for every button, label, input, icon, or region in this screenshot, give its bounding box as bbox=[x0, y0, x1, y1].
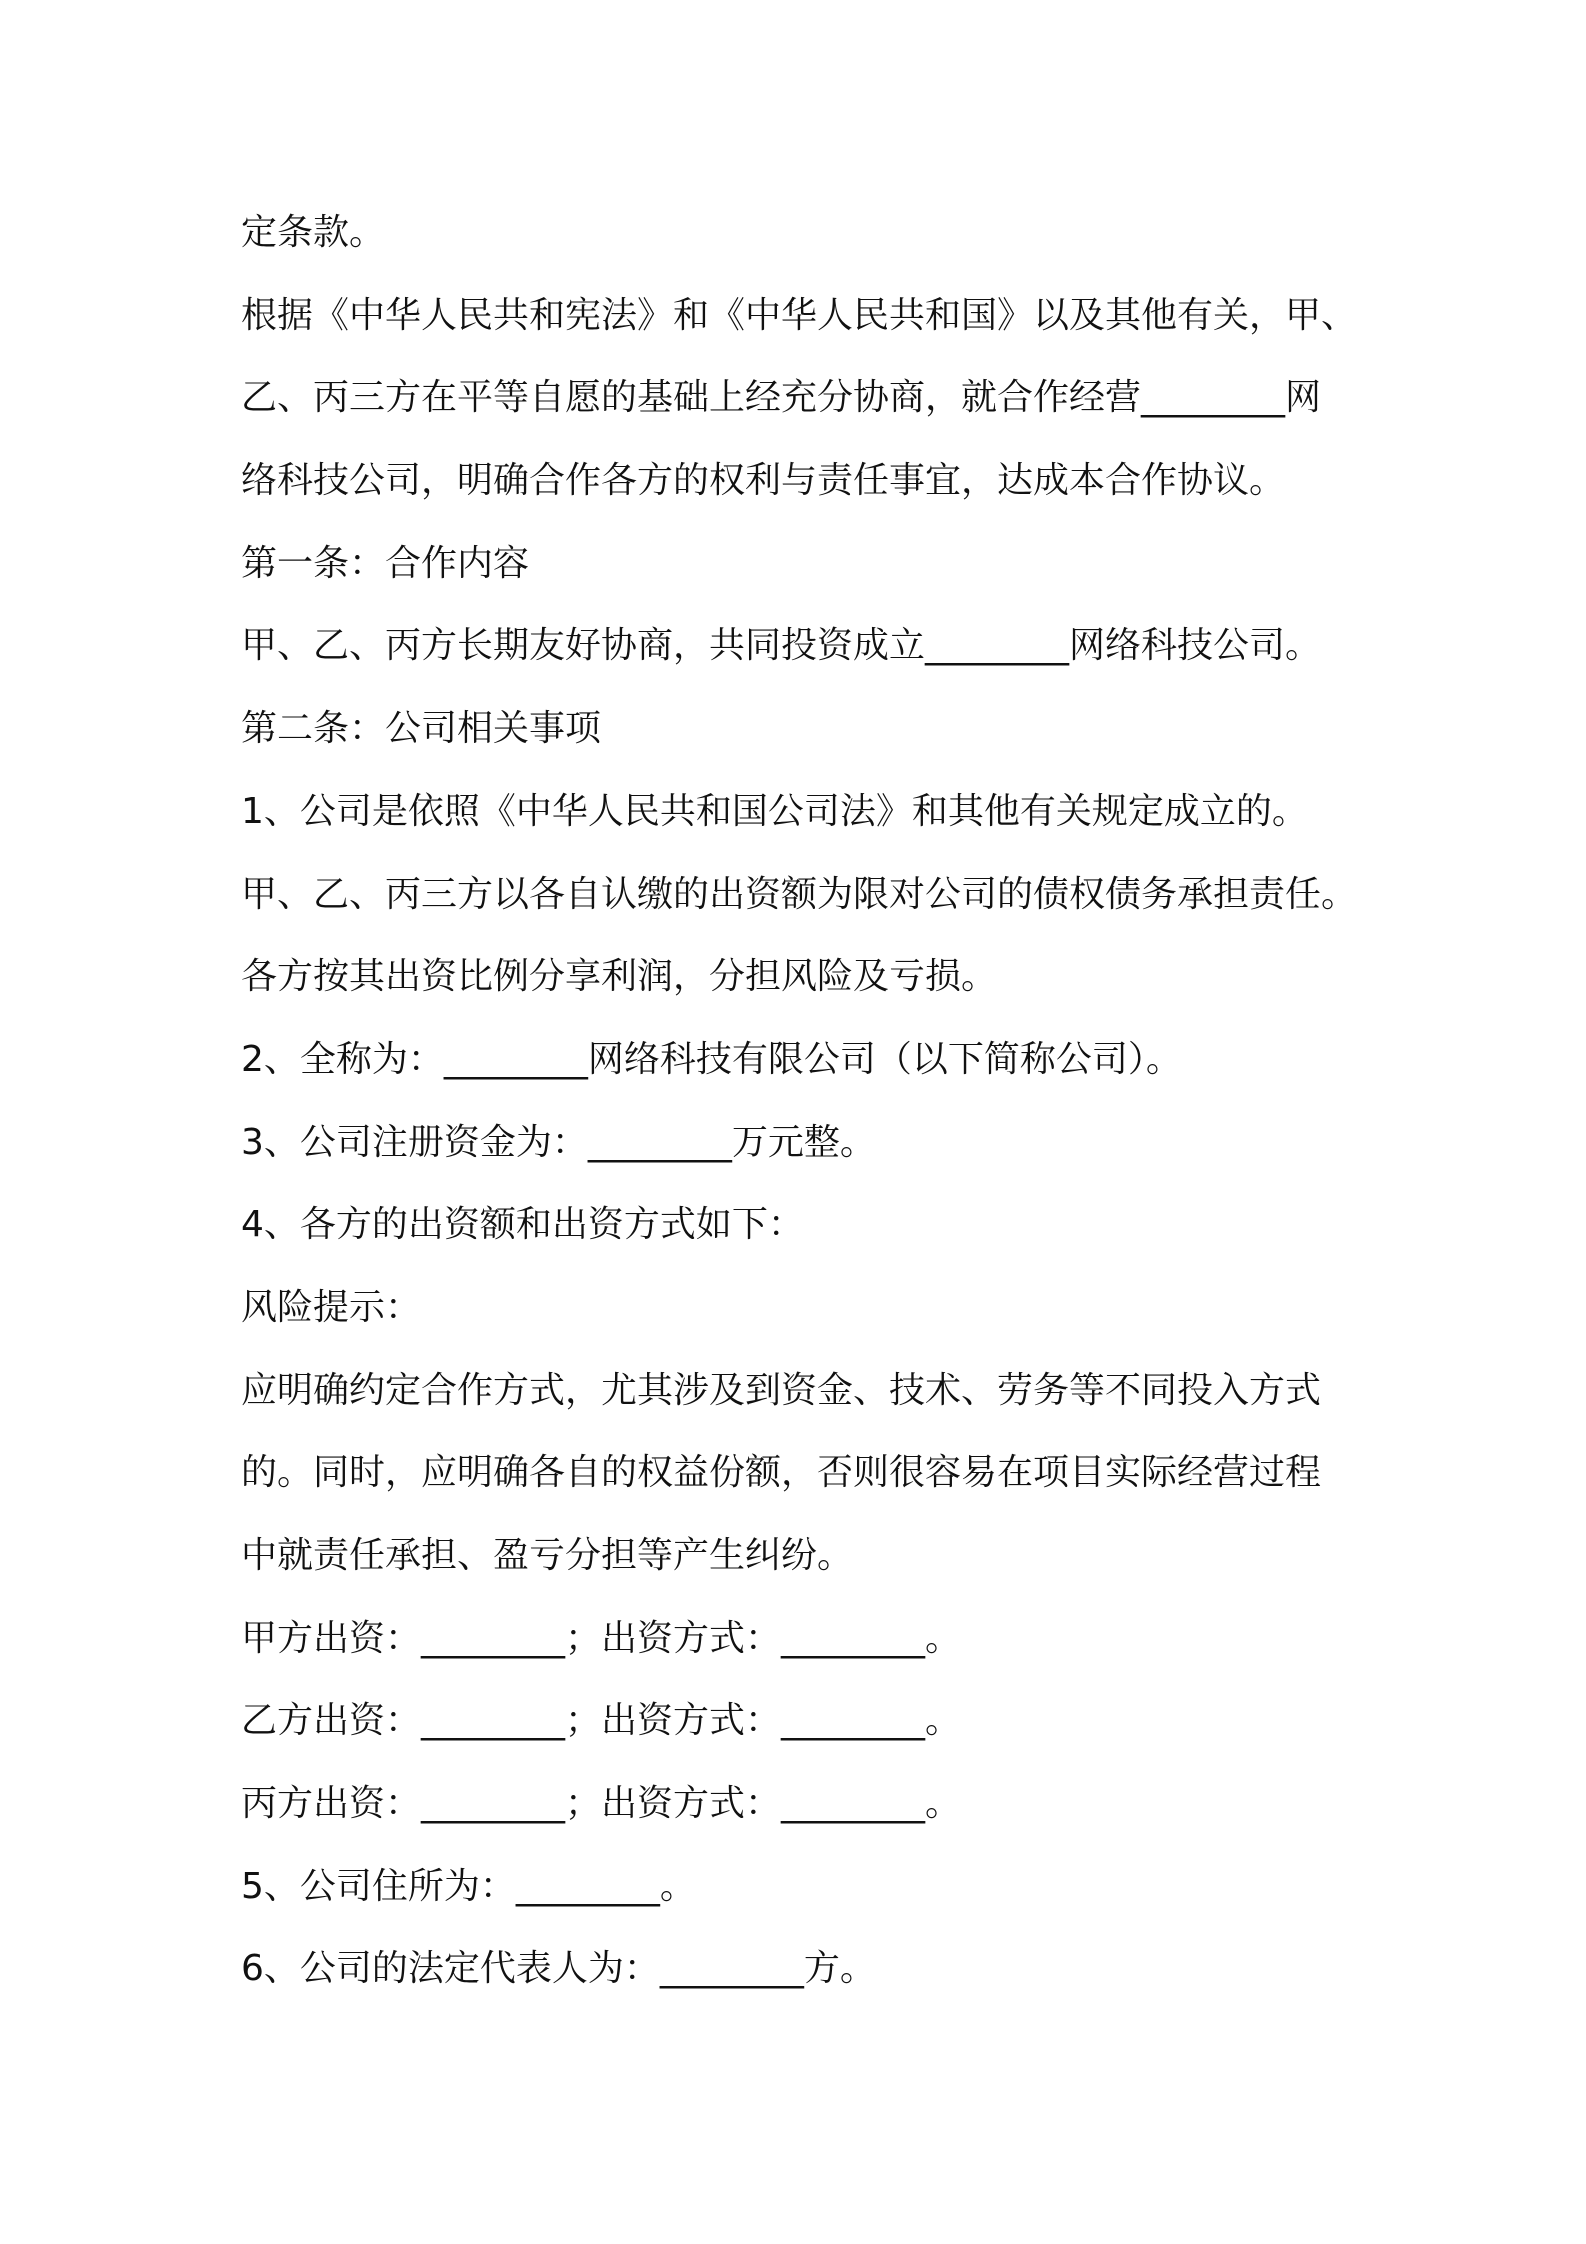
party-b-contribution: 乙方出资：________；出资方式：________。 bbox=[241, 1700, 962, 1742]
article-1-body: 甲、乙、丙方长期友好协商，共同投资成立________网络科技公司。 bbox=[241, 625, 1322, 667]
article-1-heading: 第一条：合作内容 bbox=[241, 542, 530, 584]
preamble-line-2: 乙、丙三方在平等自愿的基础上经充分协商，就合作经营________网 bbox=[241, 377, 1322, 419]
item-4-contributions-heading: 4、各方的出资额和出资方式如下： bbox=[241, 1204, 804, 1246]
item-6-legal-representative: 6、公司的法定代表人为：________方。 bbox=[241, 1948, 876, 1990]
risk-notice-line-2: 的。同时，应明确各自的权益份额，否则很容易在项目实际经营过程 bbox=[241, 1452, 1322, 1494]
party-a-contribution: 甲方出资：________；出资方式：________。 bbox=[241, 1617, 962, 1659]
article-2-heading: 第二条：公司相关事项 bbox=[241, 708, 602, 750]
preamble-line-1: 根据《中华人民共和宪法》和《中华人民共和国》以及其他有关，甲、 bbox=[241, 294, 1358, 336]
item-1-line-2: 甲、乙、丙三方以各自认缴的出资额为限对公司的债权债务承担责任。 bbox=[241, 873, 1358, 915]
risk-notice-line-3: 中就责任承担、盈亏分担等产生纠纷。 bbox=[241, 1535, 854, 1576]
item-3-registered-capital: 3、公司注册资金为：________万元整。 bbox=[241, 1121, 876, 1163]
risk-notice-line-1: 应明确约定合作方式，尤其涉及到资金、技术、劳务等不同投入方式 bbox=[241, 1369, 1322, 1411]
item-1-line-1: 1、公司是依照《中华人民共和国公司法》和其他有关规定成立的。 bbox=[241, 790, 1308, 832]
clause-ending-line: 定条款。 bbox=[241, 212, 386, 253]
preamble-line-3: 络科技公司，明确合作各方的权利与责任事宜，达成本合作协议。 bbox=[241, 460, 1286, 502]
item-5-address: 5、公司住所为：________。 bbox=[241, 1865, 696, 1907]
document-body bbox=[241, 192, 1361, 2011]
item-1-line-3: 各方按其出资比例分享利润，分担风险及亏损。 bbox=[241, 956, 998, 998]
party-c-contribution: 丙方出资：________；出资方式：________。 bbox=[241, 1783, 962, 1825]
item-2-full-name: 2、全称为：________网络科技有限公司（以下简称公司）。 bbox=[241, 1038, 1182, 1080]
risk-notice-heading: 风险提示： bbox=[241, 1286, 422, 1328]
